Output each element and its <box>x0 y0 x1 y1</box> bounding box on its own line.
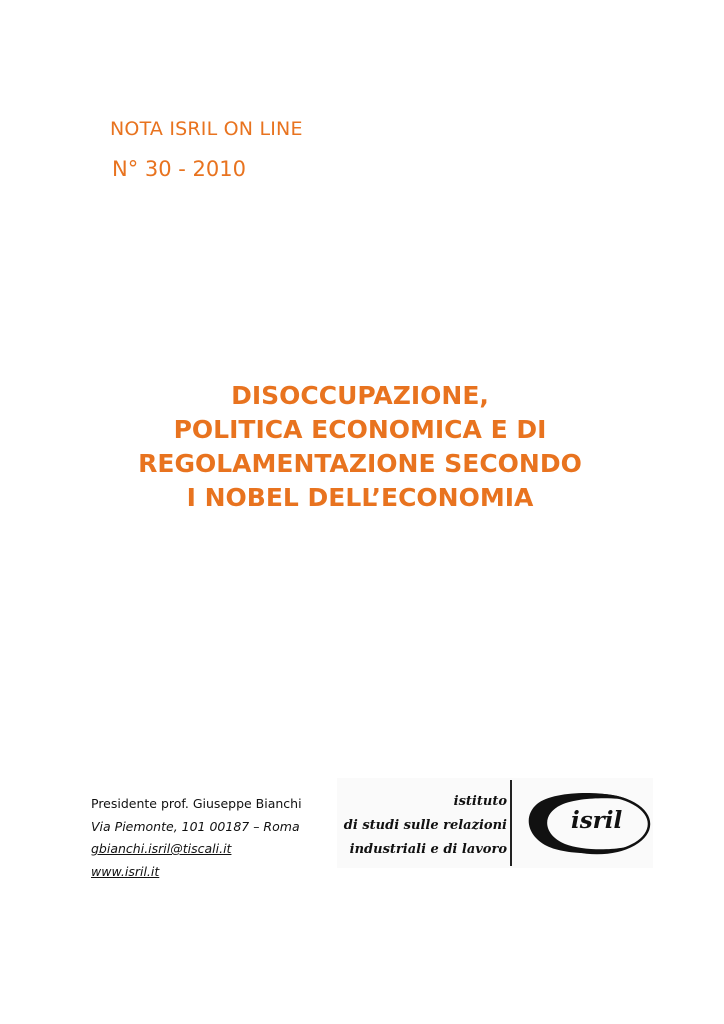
isril-logo <box>337 778 653 868</box>
contact-block <box>91 793 302 883</box>
issue-number: N° 30 - 2010 <box>112 157 246 181</box>
title-line-1: DISOCCUPAZIONE, <box>231 381 489 410</box>
email-link[interactable]: gbianchi.isril@tiscali.it <box>91 841 232 856</box>
address: Via Piemonte, 101 00187 – Roma <box>91 818 300 834</box>
logo-line-3: industriali e di lavoro <box>349 842 507 857</box>
title-line-2: POLITICA ECONOMICA E DI <box>173 415 547 444</box>
logo-wordmark: isril <box>571 807 623 834</box>
president-name: Presidente prof. Giuseppe Bianchi <box>91 796 302 811</box>
title-line-4: I NOBEL DELL’ECONOMIA <box>186 483 534 512</box>
series-label: NOTA ISRIL ON LINE <box>110 118 303 140</box>
logo-line-2: di studi sulle relazioni <box>343 818 507 833</box>
title-line-3: REGOLAMENTAZIONE SECONDO <box>138 449 582 478</box>
logo-divider <box>510 780 512 866</box>
logo-line-1: istituto <box>453 794 507 809</box>
logo-institute-text <box>344 790 507 862</box>
website-link[interactable]: www.isril.it <box>91 863 160 879</box>
document-title <box>100 379 620 515</box>
